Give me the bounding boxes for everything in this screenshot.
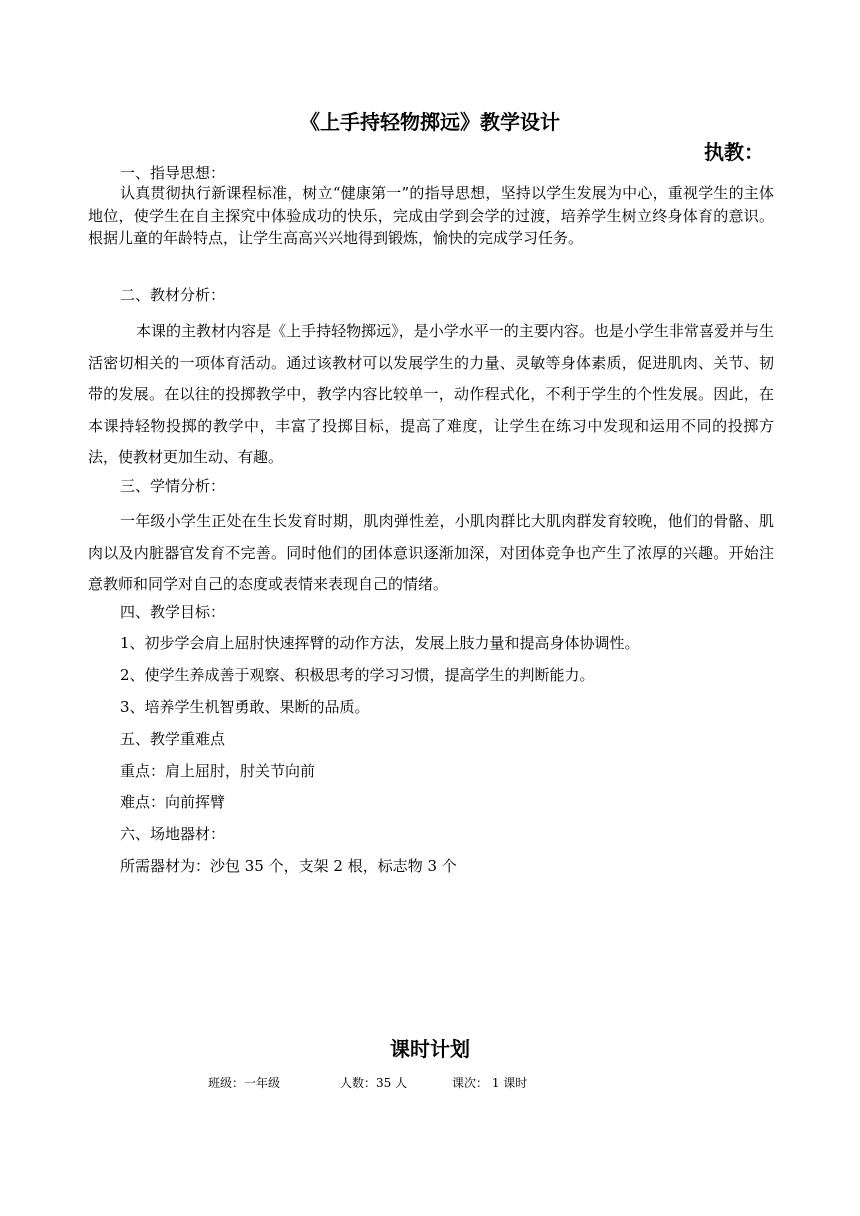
section-heading-guiding-thought: 一、指导思想： — [120, 164, 226, 182]
author-label: 执教： — [704, 140, 764, 164]
equipment-line: 所需器材为：沙包 35 个，支架 2 根，标志物 3 个 — [120, 857, 457, 875]
section-heading-material-analysis: 二、教材分析： — [120, 286, 226, 304]
teaching-goal-item: 3、培养学生机智勇敢、果断的品质。 — [120, 698, 370, 716]
teaching-goal-item: 2、使学生养成善于观察、积极思考的学习习惯，提高学生的判断能力。 — [120, 666, 595, 684]
section-heading-student-analysis: 三、学情分析： — [120, 477, 226, 495]
section-body-guiding-thought: 认真贯彻执行新课程标准，树立“健康第一”的指导思想，坚持以学生发展为中心，重视学生的主体地位，使学生在自主探究中体验成功的快乐，完成由学到会学的过渡，培养学生树立终身体育的意识。根据儿童的年龄特点，让学生高高兴兴地得到锻炼，愉快的完成学习任务。 — [88, 184, 774, 247]
section-heading-teaching-goals: 四、教学目标： — [120, 603, 226, 621]
key-point-line: 重点：肩上屈肘，肘关节向前 — [120, 762, 316, 780]
session-info: 课次： 1 课时 — [452, 1076, 528, 1090]
teaching-goal-item: 1、初步学会肩上屈肘快速挥臂的动作方法，发展上肢力量和提高身体协调性。 — [120, 634, 640, 652]
difficulty-line: 难点：向前挥臂 — [120, 793, 226, 811]
document-title: 《上手持轻物掷远》教学设计 — [300, 110, 560, 134]
class-info: 班级：一年级 — [208, 1076, 281, 1090]
section-heading-key-difficulty: 五、教学重难点 — [120, 730, 226, 748]
lesson-plan-title: 课时计划 — [390, 1037, 470, 1061]
student-count-info: 人数：35 人 — [340, 1076, 408, 1090]
section-body-material-analysis: 本课的主教材内容是《上手持轻物掷远》，是小学水平一的主要内容。也是小学生非常喜爱并与生活密切相关的一项体育活动。通过该教材可以发展学生的力量、灵敏等身体素质，促进肌肉、关节、韧带的发展。在以往的投掷教学中，教学内容比较单一，动作程式化，不利于学生的个性发展。因此，在本课持轻物投掷的教学中，丰富了投掷目标，提高了难度，让学生在练习中发现和运用不同的投掷方法，使教材更加生动、有趣。 — [88, 322, 774, 466]
section-heading-equipment: 六、场地器材： — [120, 825, 226, 843]
section-body-student-analysis: 一年级小学生正处在生长发育时期，肌肉弹性差，小肌肉群比大肌肉群发育较晚，他们的骨骼、肌肉以及内脏器官发育不完善。同时他们的团体意识逐渐加深，对团体竞争也产生了浓厚的兴趣。开始注意教师和同学对自己的态度或表情来表现自己的情绪。 — [88, 512, 774, 593]
